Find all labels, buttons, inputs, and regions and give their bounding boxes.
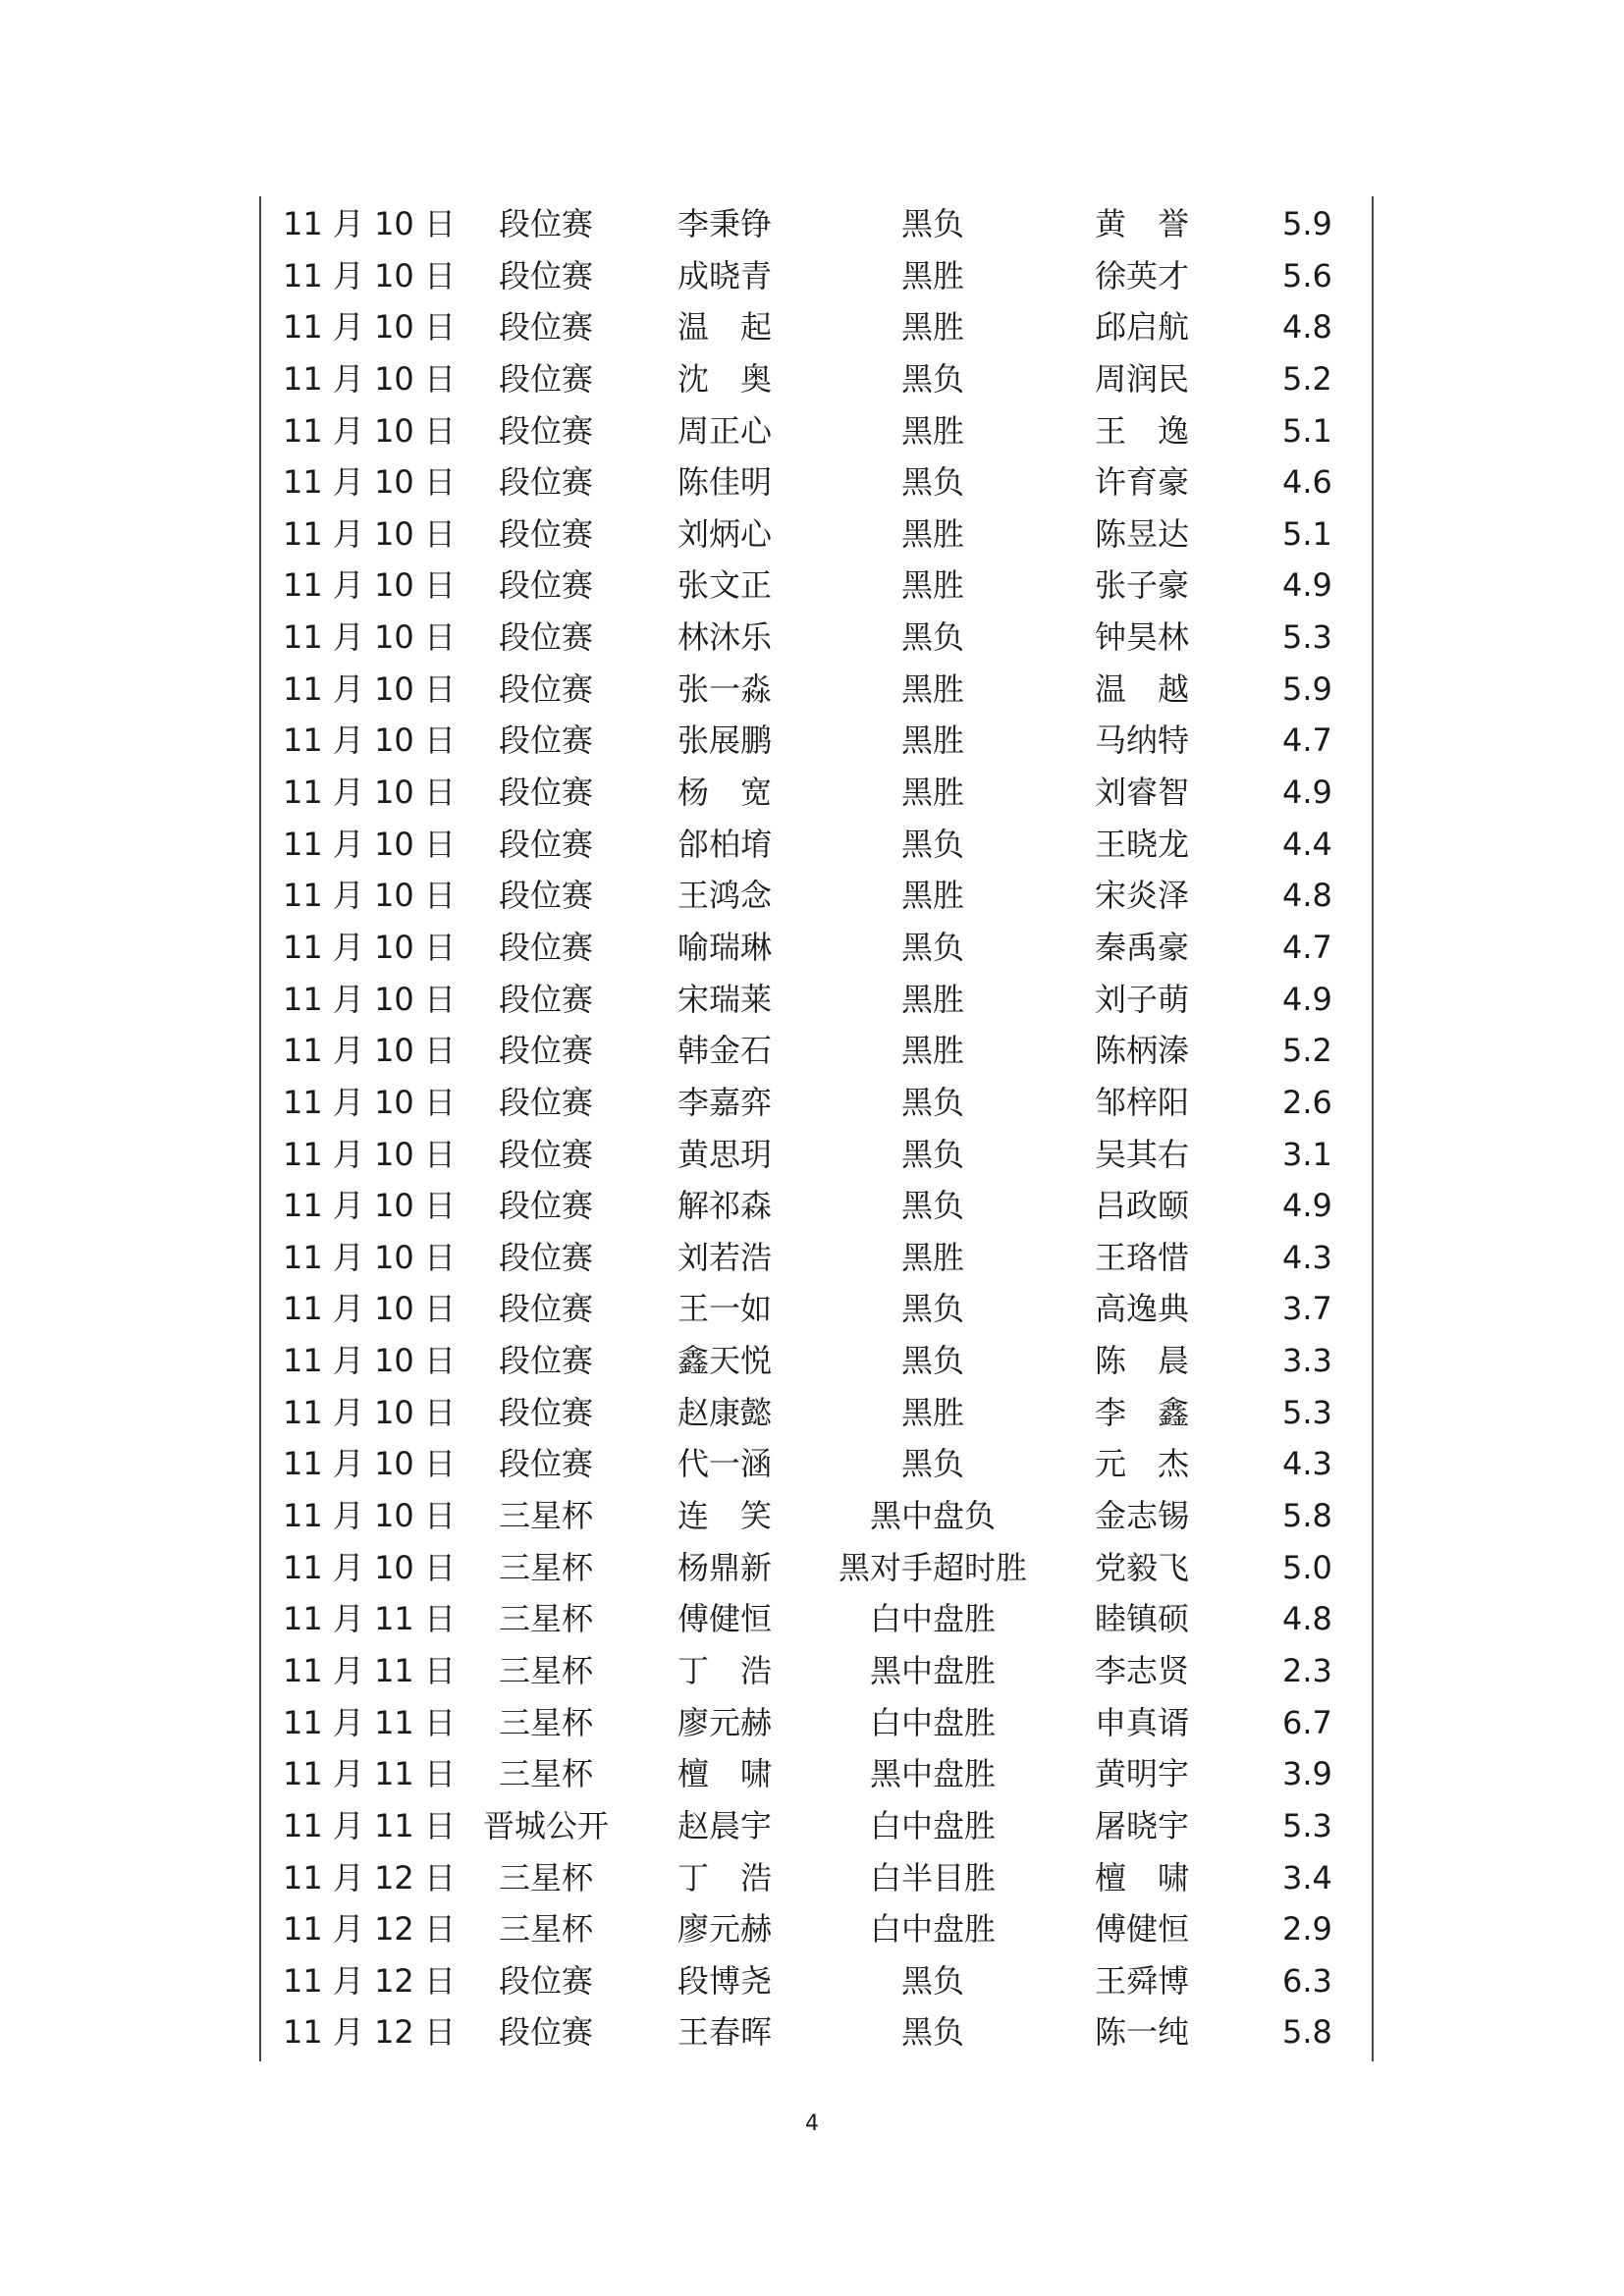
cell-white-player: 党毅飞 — [1095, 1548, 1190, 1586]
cell-white-player: 吕政颐 — [1095, 1187, 1190, 1225]
table-row — [0, 767, 1624, 819]
cell-white-player: 马纳特 — [1095, 721, 1190, 760]
cell-rating: 3.9 — [1282, 1755, 1332, 1793]
table-row — [0, 1748, 1624, 1800]
table-row — [0, 301, 1624, 353]
table-row — [0, 1697, 1624, 1749]
cell-black-player: 张一淼 — [677, 669, 773, 708]
cell-rating: 4.4 — [1282, 825, 1332, 863]
cell-rating: 5.3 — [1282, 618, 1332, 657]
cell-event: 段位赛 — [498, 359, 593, 398]
cell-rating: 5.1 — [1282, 514, 1332, 553]
cell-result: 黑负 — [900, 928, 964, 966]
cell-result: 白中盘胜 — [869, 1806, 996, 1844]
cell-date: 11 月 10 日 — [283, 256, 456, 294]
cell-black-player: 李秉铮 — [677, 205, 773, 242]
cell-date: 11 月 11 日 — [283, 1755, 456, 1793]
cell-black-player: 鑫天悦 — [677, 1342, 773, 1380]
cell-event: 段位赛 — [498, 1342, 593, 1380]
table-row — [0, 1542, 1624, 1594]
cell-date: 11 月 10 日 — [283, 205, 456, 242]
cell-result: 黑胜 — [900, 721, 964, 760]
cell-rating: 3.4 — [1282, 1858, 1332, 1896]
cell-result: 黑胜 — [900, 1032, 964, 1070]
cell-black-player: 周正心 — [677, 411, 773, 450]
cell-rating: 5.2 — [1282, 1032, 1332, 1070]
cell-date: 11 月 10 日 — [283, 1135, 456, 1173]
cell-result: 白中盘胜 — [869, 1703, 996, 1741]
cell-black-player: 喻瑞琳 — [677, 928, 773, 966]
cell-rating: 4.3 — [1282, 1238, 1332, 1276]
cell-date: 11 月 11 日 — [283, 1600, 456, 1638]
cell-black-player: 张文正 — [677, 566, 773, 605]
cell-event: 段位赛 — [498, 2013, 593, 2052]
cell-event: 段位赛 — [498, 1961, 593, 2000]
cell-rating: 3.7 — [1282, 1290, 1332, 1328]
cell-black-player: 沈 奥 — [677, 359, 773, 398]
cell-rating: 4.9 — [1282, 1187, 1332, 1225]
cell-event: 段位赛 — [498, 669, 593, 708]
cell-result: 黑胜 — [900, 1393, 964, 1431]
cell-event: 三星杯 — [498, 1910, 593, 1949]
cell-black-player: 王春晖 — [677, 2013, 773, 2052]
cell-event: 段位赛 — [498, 928, 593, 966]
cell-white-player: 陈一纯 — [1095, 2013, 1190, 2052]
cell-black-player: 丁 浩 — [677, 1651, 773, 1689]
cell-result: 白中盘胜 — [869, 1600, 996, 1638]
cell-event: 段位赛 — [498, 566, 593, 605]
cell-rating: 5.1 — [1282, 411, 1332, 450]
cell-event: 段位赛 — [498, 825, 593, 863]
cell-black-player: 廖元赫 — [677, 1910, 773, 1949]
cell-rating: 3.1 — [1282, 1135, 1332, 1173]
cell-black-player: 王一如 — [677, 1290, 773, 1328]
cell-result: 黑负 — [900, 205, 964, 242]
cell-result: 黑胜 — [900, 877, 964, 915]
cell-white-player: 宋炎泽 — [1095, 877, 1190, 915]
table-row — [0, 1335, 1624, 1387]
table-row — [0, 870, 1624, 922]
cell-black-player: 代一涵 — [677, 1445, 773, 1483]
cell-white-player: 邱启航 — [1095, 308, 1190, 347]
cell-date: 11 月 10 日 — [283, 721, 456, 760]
results-table — [0, 198, 1624, 2058]
cell-white-player: 李 鑫 — [1095, 1393, 1190, 1431]
table-row — [0, 508, 1624, 561]
cell-result: 白中盘胜 — [869, 1910, 996, 1949]
cell-white-player: 王晓龙 — [1095, 825, 1190, 863]
cell-white-player: 刘睿智 — [1095, 774, 1190, 812]
cell-white-player: 陈柄溱 — [1095, 1032, 1190, 1070]
table-row — [0, 456, 1624, 508]
cell-white-player: 吴其右 — [1095, 1135, 1190, 1173]
cell-result: 黑负 — [900, 1290, 964, 1328]
cell-event: 段位赛 — [498, 411, 593, 450]
table-row — [0, 664, 1624, 716]
cell-rating: 2.9 — [1282, 1910, 1332, 1949]
cell-date: 11 月 10 日 — [283, 774, 456, 812]
cell-white-player: 张子豪 — [1095, 566, 1190, 605]
cell-white-player: 黄明宇 — [1095, 1755, 1190, 1793]
cell-event: 段位赛 — [498, 1290, 593, 1328]
cell-date: 11 月 10 日 — [283, 825, 456, 863]
cell-date: 11 月 10 日 — [283, 308, 456, 347]
cell-date: 11 月 10 日 — [283, 1342, 456, 1380]
cell-date: 11 月 12 日 — [283, 1858, 456, 1896]
cell-result: 黑中盘负 — [869, 1497, 996, 1535]
cell-rating: 5.8 — [1282, 1497, 1332, 1535]
cell-date: 11 月 10 日 — [283, 928, 456, 966]
cell-rating: 4.6 — [1282, 463, 1332, 502]
cell-result: 黑中盘胜 — [869, 1755, 996, 1793]
cell-black-player: 黄思玥 — [677, 1135, 773, 1173]
cell-black-player: 刘炳心 — [677, 514, 773, 553]
cell-event: 段位赛 — [498, 877, 593, 915]
cell-white-player: 檀 啸 — [1095, 1858, 1190, 1896]
cell-result: 黑负 — [900, 2013, 964, 2052]
cell-white-player: 李志贤 — [1095, 1651, 1190, 1689]
cell-black-player: 张展鹏 — [677, 721, 773, 760]
cell-result: 黑胜 — [900, 980, 964, 1018]
cell-black-player: 赵康懿 — [677, 1393, 773, 1431]
cell-result: 黑胜 — [900, 774, 964, 812]
cell-event: 三星杯 — [498, 1858, 593, 1896]
table-row — [0, 1645, 1624, 1697]
cell-date: 11 月 10 日 — [283, 1187, 456, 1225]
cell-black-player: 林沐乐 — [677, 618, 773, 657]
cell-white-player: 秦禹豪 — [1095, 928, 1190, 966]
cell-event: 段位赛 — [498, 774, 593, 812]
cell-white-player: 刘子萌 — [1095, 980, 1190, 1018]
cell-white-player: 睦镇硕 — [1095, 1600, 1190, 1638]
cell-date: 11 月 10 日 — [283, 411, 456, 450]
table-row — [0, 1077, 1624, 1129]
cell-event: 段位赛 — [498, 1238, 593, 1276]
table-row — [0, 1438, 1624, 1490]
cell-black-player: 宋瑞莱 — [677, 980, 773, 1018]
table-row — [0, 922, 1624, 974]
cell-rating: 5.9 — [1282, 669, 1332, 708]
cell-event: 三星杯 — [498, 1548, 593, 1586]
cell-black-player: 韩金石 — [677, 1032, 773, 1070]
table-row — [0, 560, 1624, 612]
cell-rating: 5.2 — [1282, 359, 1332, 398]
cell-white-player: 温 越 — [1095, 669, 1190, 708]
cell-rating: 4.8 — [1282, 877, 1332, 915]
cell-event: 段位赛 — [498, 1187, 593, 1225]
cell-date: 11 月 10 日 — [283, 1445, 456, 1483]
cell-white-player: 钟昊林 — [1095, 618, 1190, 657]
cell-event: 三星杯 — [498, 1651, 593, 1689]
cell-result: 黑负 — [900, 1187, 964, 1225]
cell-event: 段位赛 — [498, 980, 593, 1018]
cell-result: 白半目胜 — [869, 1858, 996, 1896]
cell-rating: 6.7 — [1282, 1703, 1332, 1741]
cell-result: 黑负 — [900, 825, 964, 863]
cell-date: 11 月 10 日 — [283, 980, 456, 1018]
cell-date: 11 月 11 日 — [283, 1806, 456, 1844]
cell-black-player: 檀 啸 — [677, 1755, 773, 1793]
cell-black-player: 赵晨宇 — [677, 1806, 773, 1844]
cell-rating: 2.6 — [1282, 1083, 1332, 1121]
cell-black-player: 王鸿念 — [677, 877, 773, 915]
cell-date: 11 月 10 日 — [283, 1238, 456, 1276]
table-row — [0, 715, 1624, 767]
cell-white-player: 金志锡 — [1095, 1497, 1190, 1535]
table-row — [0, 612, 1624, 664]
table-row — [0, 2006, 1624, 2058]
cell-rating: 5.0 — [1282, 1548, 1332, 1586]
cell-white-player: 元 杰 — [1095, 1445, 1190, 1483]
cell-event: 段位赛 — [498, 1393, 593, 1431]
cell-white-player: 王 逸 — [1095, 411, 1190, 450]
cell-date: 11 月 10 日 — [283, 566, 456, 605]
cell-result: 黑负 — [900, 359, 964, 398]
table-row — [0, 1903, 1624, 1955]
cell-date: 11 月 10 日 — [283, 1497, 456, 1535]
table-row — [0, 1955, 1624, 2007]
table-row — [0, 405, 1624, 457]
cell-date: 11 月 10 日 — [283, 1083, 456, 1121]
cell-result: 黑胜 — [900, 669, 964, 708]
cell-result: 黑胜 — [900, 566, 964, 605]
table-row — [0, 1232, 1624, 1284]
cell-date: 11 月 12 日 — [283, 1910, 456, 1949]
cell-black-player: 杨 宽 — [677, 774, 773, 812]
cell-white-player: 徐英才 — [1095, 256, 1190, 294]
cell-black-player: 成晓青 — [677, 256, 773, 294]
table-row — [0, 1387, 1624, 1439]
cell-result: 黑胜 — [900, 1238, 964, 1276]
cell-black-player: 段博尧 — [677, 1961, 773, 2000]
cell-date: 11 月 10 日 — [283, 463, 456, 502]
cell-white-player: 黄 誉 — [1095, 205, 1190, 242]
cell-result: 黑胜 — [900, 308, 964, 347]
cell-event: 段位赛 — [498, 514, 593, 553]
cell-date: 11 月 12 日 — [283, 1961, 456, 2000]
cell-white-player: 屠晓宇 — [1095, 1806, 1190, 1844]
cell-result: 黑负 — [900, 1135, 964, 1173]
table-row — [0, 1283, 1624, 1335]
cell-date: 11 月 10 日 — [283, 1290, 456, 1328]
cell-black-player: 廖元赫 — [677, 1703, 773, 1741]
cell-date: 11 月 12 日 — [283, 2013, 456, 2052]
table-row — [0, 1800, 1624, 1852]
cell-rating: 5.9 — [1282, 205, 1332, 242]
cell-white-player: 傅健恒 — [1095, 1910, 1190, 1949]
cell-rating: 5.8 — [1282, 2013, 1332, 2052]
table-row — [0, 1180, 1624, 1232]
cell-rating: 4.7 — [1282, 721, 1332, 760]
cell-date: 11 月 10 日 — [283, 359, 456, 398]
cell-event: 三星杯 — [498, 1497, 593, 1535]
cell-rating: 6.3 — [1282, 1961, 1332, 2000]
cell-white-player: 周润民 — [1095, 359, 1190, 398]
cell-rating: 4.9 — [1282, 980, 1332, 1018]
table-row — [0, 1025, 1624, 1077]
cell-black-player: 丁 浩 — [677, 1858, 773, 1896]
cell-event: 段位赛 — [498, 205, 593, 242]
cell-rating: 3.3 — [1282, 1342, 1332, 1380]
cell-black-player: 郃柏堉 — [677, 825, 773, 863]
cell-date: 11 月 11 日 — [283, 1651, 456, 1689]
cell-event: 段位赛 — [498, 1032, 593, 1070]
cell-date: 11 月 11 日 — [283, 1703, 456, 1741]
cell-result: 黑负 — [900, 618, 964, 657]
cell-result: 黑负 — [900, 1342, 964, 1380]
cell-date: 11 月 10 日 — [283, 877, 456, 915]
cell-white-player: 申真谞 — [1095, 1703, 1190, 1741]
cell-white-player: 许育豪 — [1095, 463, 1190, 502]
cell-rating: 4.3 — [1282, 1445, 1332, 1483]
cell-event: 三星杯 — [498, 1703, 593, 1741]
cell-event: 段位赛 — [498, 1083, 593, 1121]
cell-rating: 4.7 — [1282, 928, 1332, 966]
table-row — [0, 353, 1624, 405]
cell-black-player: 陈佳明 — [677, 463, 773, 502]
cell-result: 黑胜 — [900, 411, 964, 450]
cell-rating: 4.9 — [1282, 774, 1332, 812]
cell-white-player: 陈 晨 — [1095, 1342, 1190, 1380]
cell-result: 黑胜 — [900, 256, 964, 294]
cell-event: 三星杯 — [498, 1600, 593, 1638]
cell-white-player: 邹梓阳 — [1095, 1083, 1190, 1121]
cell-result: 黑胜 — [900, 514, 964, 553]
cell-event: 段位赛 — [498, 1135, 593, 1173]
cell-rating: 4.8 — [1282, 308, 1332, 347]
cell-result: 黑中盘胜 — [869, 1651, 996, 1689]
cell-date: 11 月 10 日 — [283, 514, 456, 553]
cell-black-player: 温 起 — [677, 308, 773, 347]
cell-rating: 5.6 — [1282, 256, 1332, 294]
cell-date: 11 月 10 日 — [283, 1393, 456, 1431]
cell-event: 段位赛 — [498, 463, 593, 502]
cell-date: 11 月 10 日 — [283, 618, 456, 657]
table-row — [0, 1129, 1624, 1181]
cell-result: 黑负 — [900, 1961, 964, 2000]
table-row — [0, 974, 1624, 1026]
cell-white-player: 陈昱达 — [1095, 514, 1190, 553]
cell-rating: 4.8 — [1282, 1600, 1332, 1638]
cell-result: 黑对手超时胜 — [838, 1548, 1027, 1586]
table-row — [0, 1490, 1624, 1542]
cell-rating: 2.3 — [1282, 1651, 1332, 1689]
table-row — [0, 198, 1624, 250]
cell-result: 黑负 — [900, 1083, 964, 1121]
table-row — [0, 250, 1624, 302]
cell-rating: 5.3 — [1282, 1393, 1332, 1431]
cell-event: 段位赛 — [498, 256, 593, 294]
table-row — [0, 1852, 1624, 1904]
cell-event: 晋城公开 — [482, 1806, 609, 1844]
cell-black-player: 傅健恒 — [677, 1600, 773, 1638]
cell-result: 黑负 — [900, 1445, 964, 1483]
cell-date: 11 月 10 日 — [283, 1032, 456, 1070]
cell-event: 段位赛 — [498, 721, 593, 760]
cell-black-player: 李嘉弈 — [677, 1083, 773, 1121]
cell-event: 段位赛 — [498, 618, 593, 657]
cell-white-player: 王舜博 — [1095, 1961, 1190, 2000]
page-number: 4 — [805, 2111, 819, 2136]
cell-white-player: 王珞惜 — [1095, 1238, 1190, 1276]
cell-black-player: 连 笑 — [677, 1497, 773, 1535]
cell-event: 三星杯 — [498, 1755, 593, 1793]
cell-rating: 5.3 — [1282, 1806, 1332, 1844]
cell-result: 黑负 — [900, 463, 964, 502]
cell-black-player: 解祁森 — [677, 1187, 773, 1225]
cell-date: 11 月 10 日 — [283, 669, 456, 708]
table-row — [0, 1593, 1624, 1645]
cell-date: 11 月 10 日 — [283, 1548, 456, 1586]
table-row — [0, 819, 1624, 871]
cell-black-player: 杨鼎新 — [677, 1548, 773, 1586]
cell-event: 段位赛 — [498, 308, 593, 347]
cell-black-player: 刘若浩 — [677, 1238, 773, 1276]
cell-event: 段位赛 — [498, 1445, 593, 1483]
cell-rating: 4.9 — [1282, 566, 1332, 605]
cell-white-player: 高逸典 — [1095, 1290, 1190, 1328]
